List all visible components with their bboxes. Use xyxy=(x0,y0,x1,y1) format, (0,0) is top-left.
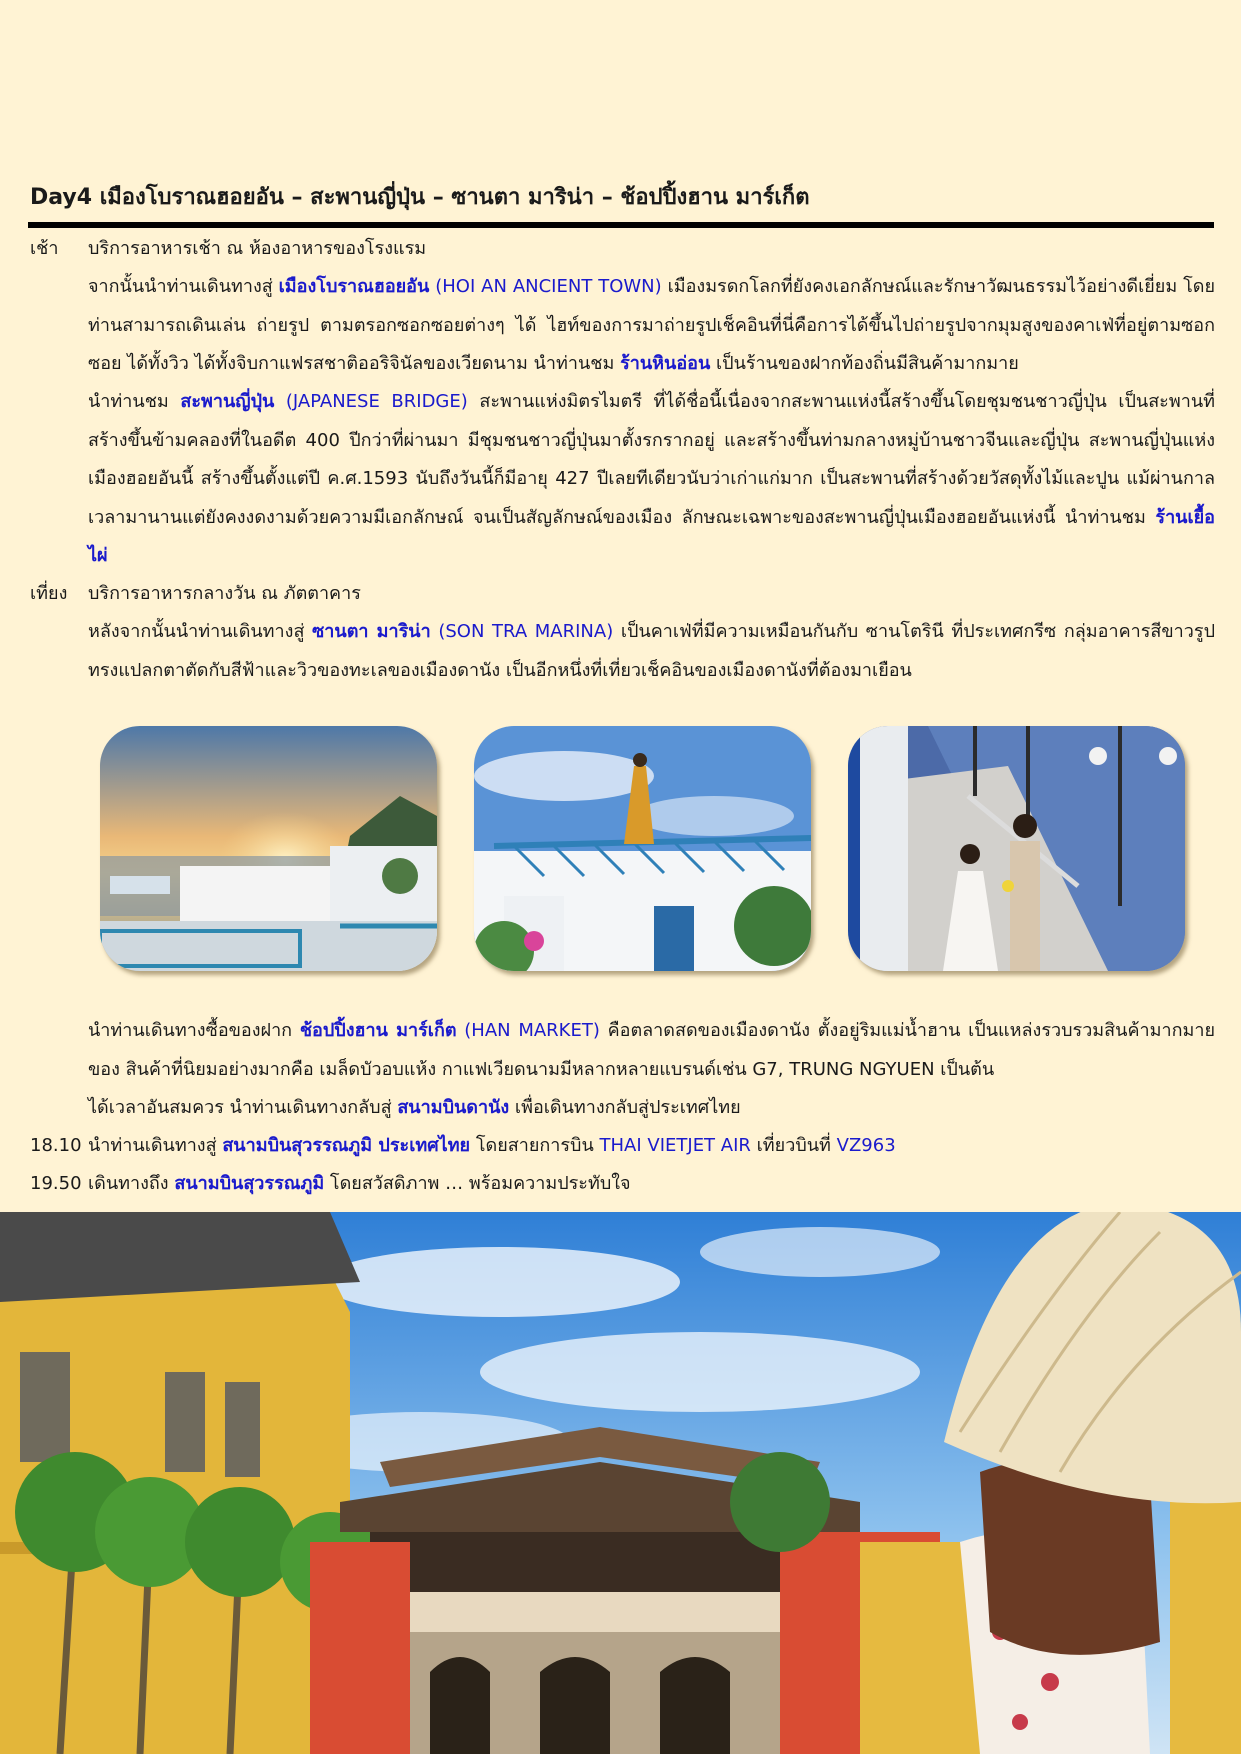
title-divider xyxy=(28,222,1214,228)
noon-lunch: บริการอาหารกลางวัน ณ ภัตตาคาร xyxy=(88,583,361,604)
morning-label: เช้า xyxy=(30,238,59,259)
arrival-time: 19.50 xyxy=(30,1173,82,1194)
suvarnabhumi-highlight: สนามบินสุวรรณภูมิ xyxy=(174,1173,325,1194)
son-tra-marina-highlight: ซานตา มาริน่า xyxy=(312,621,431,642)
bamboo-shop-highlight: ร้านเยื้อไผ่ xyxy=(88,506,1215,566)
departure-time: 18.10 xyxy=(30,1135,82,1156)
hoi-an-japanese-bridge-banner xyxy=(0,1212,1241,1754)
suvarnabhumi-thailand-highlight: สนามบินสุวรรณภูมิ ประเทศไทย xyxy=(222,1135,471,1156)
flight-number: VZ963 xyxy=(836,1135,896,1156)
morning-breakfast: บริการอาหารเช้า ณ ห้องอาหารของโรงแรม xyxy=(88,238,427,259)
wedding-couple-pier-photo xyxy=(848,726,1185,971)
sunset-cafe-photo xyxy=(100,726,437,971)
da-nang-airport-highlight: สนามบินดานัง xyxy=(397,1097,510,1118)
santorini-style-balcony-photo xyxy=(474,726,811,971)
marble-shop-highlight: ร้านหินอ่อน xyxy=(620,353,711,374)
day-title: Day4 เมืองโบราณฮอยอัน – สะพานญี่ปุ่น – ซานตา มาริน่า – ช้อปปิ้งฮาน มาร์เก็ต xyxy=(30,185,810,210)
hoi-an-ancient-town-highlight: เมืองโบราณฮอยอัน xyxy=(278,276,430,297)
noon-label: เที่ยง xyxy=(30,583,68,604)
japanese-bridge-highlight: สะพานญี่ปุ่น xyxy=(180,391,275,412)
han-market-highlight: ช้อปปิ้งฮาน มาร์เก็ต xyxy=(299,1020,457,1041)
airline-name: THAI VIETJET AIR xyxy=(599,1135,751,1156)
